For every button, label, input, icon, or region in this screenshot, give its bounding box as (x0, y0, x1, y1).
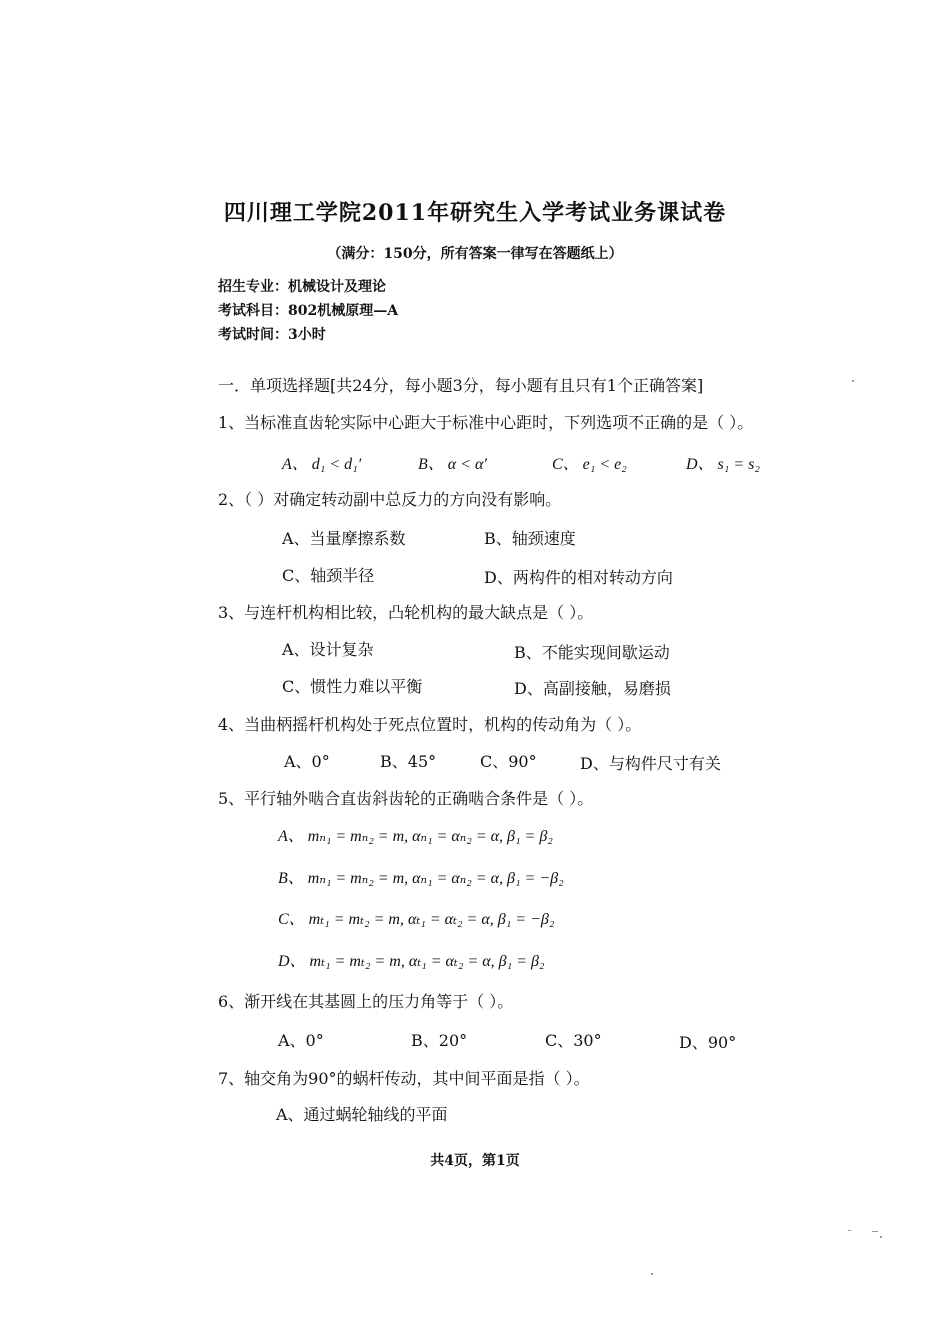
question-option: D、高副接触，易磨损 (514, 679, 671, 698)
question-stem: 2、（ ）对确定转动副中总反力的方向没有影响。 (218, 490, 562, 509)
scan-speck (852, 380, 854, 382)
formula-option: B、 mₙ₁ = mₙ₂ = m, αₙ₁ = αₙ₂ = α, β₁ = −β₂ (278, 870, 564, 887)
question-option: D、 s₁ = s₂ (686, 456, 760, 473)
formula-option: C、 mₜ₁ = mₜ₂ = m, αₜ₁ = αₜ₂ = α, β₁ = −β₂ (278, 911, 555, 928)
question-option: A、 d₁ < d₁′ (282, 456, 362, 473)
formula-option: D、 mₜ₁ = mₜ₂ = m, αₜ₁ = αₜ₂ = α, β₁ = β₂ (278, 953, 545, 970)
question-option: B、 α < α′ (418, 456, 487, 473)
question-stem: 7、轴交角为90°的蜗杆传动，其中间平面是指（ ）。 (218, 1069, 590, 1088)
question-stem: 3、与连杆机构相比较，凸轮机构的最大缺点是（ ）。 (218, 603, 594, 622)
exam-major: 招生专业：机械设计及理论 (218, 279, 386, 295)
exam-title: 四川理工学院2011年研究生入学考试业务课试卷 (223, 200, 727, 226)
scan-speck (848, 1230, 851, 1231)
question-option: B、45° (380, 752, 437, 771)
question-option: D、与构件尺寸有关 (580, 754, 721, 773)
scan-speck (872, 1231, 878, 1232)
formula-option: A、 mₙ₁ = mₙ₂ = m, αₙ₁ = αₙ₂ = α, β₁ = β₂ (278, 828, 553, 845)
question-option: A、0° (278, 1031, 324, 1050)
question-option: C、轴颈半径 (282, 566, 375, 585)
question-option: A、设计复杂 (282, 640, 374, 659)
question-option: A、当量摩擦系数 (282, 529, 406, 548)
question-option: C、惯性力难以平衡 (282, 677, 423, 696)
question-option: A、0° (284, 752, 330, 771)
exam-subject: 考试科目：802机械原理—A (218, 303, 399, 319)
exam-subtitle: （满分：150分，所有答案一律写在答题纸上） (327, 246, 623, 262)
section-header: 一．单项选择题[共24分，每小题3分，每小题有且只有1个正确答案] (218, 376, 704, 395)
page-footer: 共4页，第1页 (430, 1153, 520, 1169)
question-option: A、通过蜗轮轴线的平面 (276, 1105, 448, 1124)
question-option: C、30° (545, 1031, 602, 1050)
question-option: D、90° (679, 1033, 737, 1052)
question-option: B、轴颈速度 (484, 529, 576, 548)
question-stem: 6、渐开线在其基圆上的压力角等于（ ）。 (218, 992, 514, 1011)
question-option: B、不能实现间歇运动 (514, 643, 670, 662)
question-option: D、两构件的相对转动方向 (484, 568, 673, 587)
question-stem: 4、当曲柄摇杆机构处于死点位置时，机构的传动角为（ ）。 (218, 715, 642, 734)
question-stem: 1、当标准直齿轮实际中心距大于标准中心距时，下列选项不正确的是（ ）。 (218, 413, 754, 432)
question-option: B、20° (411, 1031, 468, 1050)
question-stem: 5、平行轴外啮合直齿斜齿轮的正确啮合条件是（ ）。 (218, 789, 594, 808)
scan-speck (651, 1273, 653, 1275)
exam-time: 考试时间：3小时 (218, 327, 326, 343)
scan-speck (880, 1236, 882, 1238)
question-option: C、 e₁ < e₂ (552, 456, 627, 473)
question-option: C、90° (480, 752, 537, 771)
